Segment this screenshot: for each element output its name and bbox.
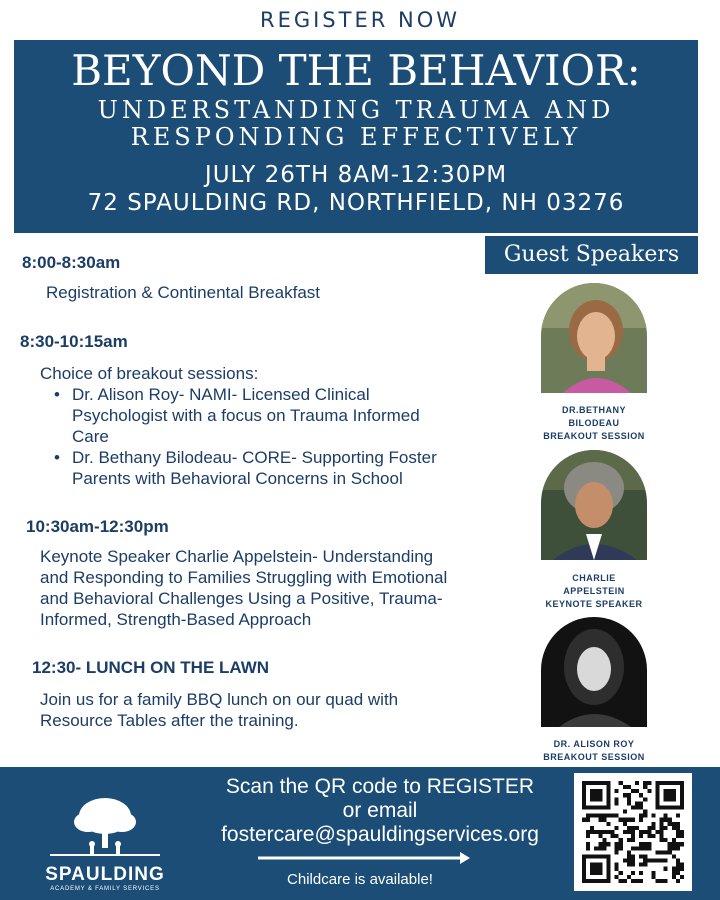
speaker-caption: DR. ALISON ROY BREAKOUT SESSION [543, 739, 645, 762]
breakout-session-list [40, 384, 437, 489]
event-date: JULY 26TH 8AM-12:30PM [204, 162, 508, 188]
footer-banner [0, 767, 720, 900]
guest-speakers-heading: Guest Speakers [485, 236, 698, 274]
register-instructions [195, 775, 565, 847]
register-qr-code[interactable] [574, 773, 692, 891]
schedule-time: 12:30- LUNCH ON THE LAWN [32, 658, 270, 677]
subtitle-line: UNDERSTANDING TRAUMA AND [97, 96, 615, 124]
scan-line: Scan the QR code to REGISTER [225, 775, 535, 798]
event-subtitle [14, 97, 698, 151]
speaker-caption: CHARLIE APPELSTEIN KEYNOTE SPEAKER [545, 573, 643, 609]
schedule-time: 8:30-10:15am [20, 332, 128, 351]
schedule-description: Join us for a family BBQ lunch on our quad with Resource Tables after the training. [40, 690, 399, 730]
schedule-description: Choice of breakout sessions: [40, 364, 259, 383]
speaker-caption: DR.BETHANY BILODEAU BREAKOUT SESSION [543, 405, 645, 441]
spaulding-logo [30, 792, 180, 892]
scan-line: or email [342, 799, 418, 822]
event-title: BEYOND THE BEHAVIOR: [71, 46, 641, 95]
qr-code-icon [582, 781, 684, 883]
register-now-label: REGISTER NOW [259, 8, 461, 32]
speaker-photo [541, 450, 647, 560]
breakout-session-item: • Dr. Alison Roy- NAMI- Licensed Clinical Psychologist with a focus on Trauma Informed Care [40, 384, 437, 447]
speaker-photo [541, 283, 647, 393]
childcare-note: Childcare is available! [287, 871, 433, 888]
tree-icon [30, 792, 180, 862]
header-banner [14, 40, 698, 233]
email-link[interactable]: fostercare@spauldingservices.org [221, 823, 539, 846]
breakout-session-item: • Dr. Bethany Bilodeau- CORE- Supporting Foster Parents with Behavioral Concerns in School [40, 447, 437, 489]
arrow-right-icon [256, 850, 474, 866]
speaker-photo [541, 617, 647, 727]
schedule-time: 10:30am-12:30pm [26, 517, 169, 536]
schedule-time: 8:00-8:30am [22, 253, 121, 272]
logo-name: SPAULDING [45, 864, 165, 885]
schedule-description: Keynote Speaker Charlie Appelstein- Understanding and Responding to Families Struggling with Emotional and Behavioral Challenges Using a Positive, Trauma- Informed, Strength-Based Approach [40, 547, 448, 629]
event-address: 72 SPAULDING RD, NORTHFIELD, NH 03276 [87, 190, 625, 216]
schedule-description: Registration & Continental Breakfast [46, 283, 321, 302]
subtitle-line: RESPONDING EFFECTIVELY [130, 123, 582, 151]
logo-subtitle: ACADEMY & FAMILY SERVICES [50, 886, 160, 892]
